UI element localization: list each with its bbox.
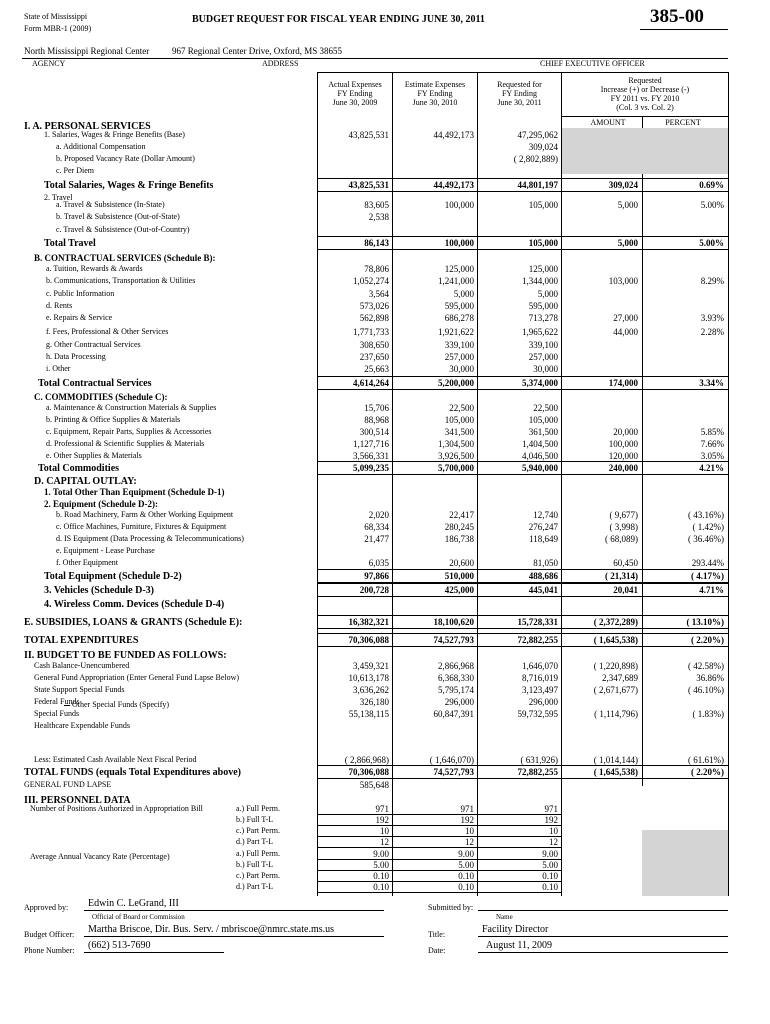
row-label: b. Proposed Vacancy Rate (Dollar Amount) [56,154,195,163]
state-label: State of Mississippi [24,12,88,21]
cell-value: 237,650 [359,352,389,362]
cell-value: ( 2,372,289) [593,617,638,627]
cell-value: 2,866,968 [438,661,474,671]
row-label: D. CAPITAL OUTLAY: [34,476,137,487]
cell-value: ( 1,645,538) [593,635,638,645]
cell-value: 8.29% [700,276,724,286]
column-header-c1: June 30, 2009 [332,98,378,107]
personnel-sub-label: a.) Full Perm. [236,849,280,858]
date-label: Date: [428,946,446,955]
cell-value: ( 3,998) [609,522,638,532]
personnel-value: 0.10 [458,882,474,892]
row-label: b. Communications, Transportation & Utilities [46,276,196,285]
budget-officer-label: Budget Officer: [24,930,75,939]
row-label: GENERAL FUND LAPSE [24,780,112,789]
phone-label: Phone Number: [24,946,75,955]
cell-value: 339,100 [528,340,558,350]
cell-value: 60,450 [613,558,638,568]
cell-value: 100,000 [444,238,474,248]
agency-address: 967 Regional Center Drive, Oxford, MS 38655 [172,46,342,56]
row-label: Total Contractual Services [38,378,152,389]
cell-value: 100,000 [608,439,638,449]
cell-value: 105,000 [528,238,558,248]
cell-value: 186,738 [444,534,474,544]
cell-value: 74,527,793 [433,635,474,645]
cell-value: 4.71% [699,585,724,595]
cell-value: 3.34% [699,378,724,388]
personnel-value: 192 [544,815,558,825]
personnel-sub-label: a.) Full Perm. [236,804,280,813]
cell-value: 361,500 [528,427,558,437]
row-label: g. Other Contractual Services [46,340,141,349]
cell-value: 686,278 [444,313,474,323]
cell-value: 44,492,173 [433,130,474,140]
row-label: General Fund Appropriation (Enter General Fund Lapse Below) [34,673,240,682]
personnel-value: 971 [460,804,474,814]
cell-value: 81,050 [533,558,558,568]
column-header-c4: FY 2011 vs. FY 2010 [610,94,680,103]
cell-value: 174,000 [608,378,638,388]
row-label: a. Travel & Subsistence (In-State) [56,200,165,209]
cell-value: 200,728 [359,585,389,595]
cell-value: 2.28% [700,327,724,337]
other-special-funds-label: Other Special Funds (Specify) [72,700,170,709]
cell-value: 445,041 [528,585,558,595]
cell-value: 72,882,255 [517,767,558,777]
column-header-c1: Actual Expenses [328,80,382,89]
cell-value: 293.44% [691,558,724,568]
personnel-value: 971 [375,804,389,814]
row-label: State Support Special Funds [34,685,125,694]
cell-value: 3,636,262 [353,685,389,695]
cell-value: 3,566,331 [353,451,389,461]
row-label: e. Other Supplies & Materials [46,451,142,460]
row-label: TOTAL FUNDS (equals Total Expenditures above) [24,767,241,778]
cell-value: ( 36.46%) [688,534,724,544]
cell-value: 5,099,235 [353,463,389,473]
personnel-value: 9.00 [542,849,558,859]
cell-value: 86,143 [364,238,389,248]
positions-label: Number of Positions Authorized in Appropriation Bill [30,804,203,813]
column-header-c2: June 30, 2010 [412,98,458,107]
cell-value: ( 43.16%) [688,510,724,520]
cell-value: 296,000 [528,697,558,707]
agency-name: North Mississippi Regional Center [24,46,150,56]
row-label: Total Equipment (Schedule D-2) [44,571,182,582]
cell-value: 300,514 [359,427,389,437]
cell-value: 2,347,689 [602,673,638,683]
cell-value: 78,806 [364,264,389,274]
cell-value: 44,801,197 [517,180,558,190]
cell-value: 83,605 [364,200,389,210]
personnel-value: 9.00 [373,849,389,859]
cell-value: 5,374,000 [522,378,558,388]
title-value: Facility Director [482,924,549,935]
row-label: c. Per Diem [56,166,94,175]
column-header-c3: June 30, 2011 [497,98,542,107]
personnel-value: 9.00 [458,849,474,859]
personnel-value: 5.00 [542,860,558,870]
phone-value: (662) 513-7690 [88,940,151,951]
cell-value: ( 1,645,538) [593,767,638,777]
personnel-value: 0.10 [373,882,389,892]
row-label: 2. Equipment (Schedule D-2): [44,499,159,509]
column-header-c2: FY Ending [417,89,453,98]
address-label: ADDRESS [262,59,299,68]
date-value: August 11, 2009 [486,940,553,951]
cell-value: 5,700,000 [438,463,474,473]
cell-value: ( 42.58%) [688,661,724,671]
cell-value: 6,368,330 [438,673,474,683]
submitted-by-label: Submitted by: [428,903,474,912]
row-label: Total Travel [44,238,96,249]
cell-value: ( 1.42%) [692,522,724,532]
cell-value: ( 2,671,677) [593,685,638,695]
cell-value: 1,127,716 [353,439,389,449]
cell-value: 20,041 [613,585,638,595]
cell-value: 100,000 [444,200,474,210]
cell-value: 488,686 [528,571,558,581]
cell-value: 44,492,173 [433,180,474,190]
row-label: Special Funds [34,709,80,718]
cell-value: 103,000 [608,276,638,286]
personnel-sub-label: d.) Part T-L [236,837,274,846]
cell-value: ( 2,866,968) [344,755,389,765]
cell-value: 5,200,000 [438,378,474,388]
cell-value: 5.85% [700,427,724,437]
cell-value: 309,024 [608,180,638,190]
row-label: f. Other Equipment [56,558,118,567]
cell-value: 257,000 [444,352,474,362]
row-label: c. Equipment, Repair Parts, Supplies & Accessories [46,427,212,436]
cell-value: 425,000 [444,585,474,595]
personnel-value: 192 [375,815,389,825]
cell-value: 296,000 [444,697,474,707]
row-label: III. PERSONNEL DATA [24,795,131,806]
column-header-c3: FY Ending [501,89,538,98]
cell-value: 4,614,264 [353,378,389,388]
cell-value: 1,404,500 [522,439,558,449]
cell-value: 7.66% [700,439,724,449]
row-label: d. Professional & Scientific Supplies & Materials [46,439,205,448]
cell-value: 8,716,019 [522,673,558,683]
row-label: d. Rents [46,301,73,310]
cell-value: 5.00% [699,238,724,248]
cell-value: 5,000 [453,289,474,299]
cell-value: 240,000 [608,463,638,473]
cell-value: ( 9,677) [609,510,638,520]
personnel-value: 12 [465,837,474,847]
cell-value: 3,564 [368,289,389,299]
personnel-value: 971 [544,804,558,814]
column-header-c4: Increase (+) or Decrease (-) [600,85,690,94]
cell-value: 6,035 [368,558,389,568]
row-label: B. CONTRACTUAL SERVICES (Schedule B): [34,253,216,263]
cell-value: 12,740 [533,510,558,520]
cell-value: 1,304,500 [438,439,474,449]
cell-value: ( 1,014,144) [593,755,638,765]
column-header-c4: (Col. 3 vs. Col. 2) [616,103,674,112]
cell-value: 3.93% [700,313,724,323]
personnel-value: 10 [465,826,474,836]
cell-value: 97,866 [364,571,389,581]
amount-header: AMOUNT [590,118,626,127]
cell-value: 2,020 [368,510,389,520]
cell-value: 72,882,255 [517,635,558,645]
personnel-value: 0.10 [373,871,389,881]
row-label: 1. Salaries, Wages & Fringe Benefits (Base) [44,130,185,139]
row-label: a. Additional Compensation [56,142,146,151]
cell-value: 3,926,500 [438,451,474,461]
cell-value: 47,295,062 [517,130,558,140]
personnel-value: 0.10 [542,871,558,881]
personnel-value: 12 [549,837,558,847]
cell-value: 5,000 [617,238,638,248]
cell-value: ( 1,220,898) [593,661,638,671]
cell-value: 125,000 [528,264,558,274]
cell-value: 22,500 [449,403,474,413]
cell-value: ( 631,926) [520,755,558,765]
cell-value: ( 1.83%) [692,709,724,719]
personnel-value: 12 [380,837,389,847]
cell-value: 3.05% [700,451,724,461]
cell-value: 10,613,178 [348,673,389,683]
personnel-value: 192 [460,815,474,825]
cell-value: ( 13.10%) [686,617,724,627]
personnel-value: 5.00 [373,860,389,870]
personnel-sub-label: c.) Part Perm. [236,871,280,880]
cell-value: 15,706 [364,403,389,413]
cell-value: 18,100,620 [433,617,474,627]
cell-value: 25,663 [364,364,389,374]
row-label: a. Tuition, Rewards & Awards [46,264,143,273]
vacancy-label: Average Annual Vacancy Rate (Percentage) [30,852,170,861]
cell-value: 125,000 [444,264,474,274]
page-title: BUDGET REQUEST FOR FISCAL YEAR ENDING JUNE 30, 2011 [192,14,485,25]
personnel-value: 0.10 [458,871,474,881]
cell-value: 1,052,274 [353,276,389,286]
cell-value: 562,898 [359,313,389,323]
cell-value: ( 46.10%) [688,685,724,695]
cell-value: 573,026 [359,301,389,311]
cell-value: 16,382,321 [348,617,389,627]
cell-value: 118,649 [529,534,558,544]
column-header-c2: Estimate Expenses [404,80,466,89]
cell-value: 20,600 [449,558,474,568]
row-label: Total Salaries, Wages & Fringe Benefits [44,180,214,191]
cell-value: 55,138,115 [348,709,389,719]
cell-value: ( 1,114,796) [594,709,638,719]
personnel-sub-label: b.) Full T-L [236,815,274,824]
cell-value: 3,459,321 [353,661,389,671]
cell-value: 1,921,622 [438,327,474,337]
row-label: d. IS Equipment (Data Processing & Telecommunications) [56,534,244,543]
cell-value: 2,538 [368,212,389,222]
cell-value: 43,825,531 [348,180,389,190]
cell-value: 60,847,391 [433,709,474,719]
cell-value: 276,247 [528,522,558,532]
cell-value: ( 2.20%) [691,635,724,645]
cell-value: 1,771,733 [353,327,389,337]
row-label: II. BUDGET TO BE FUNDED AS FOLLOWS: [24,650,227,661]
row-label: c. Office Machines, Furniture, Fixtures & Equipment [56,522,227,531]
row-label: Total Commodities [38,463,120,474]
approved-by-label: Approved by: [24,903,69,912]
cell-value: 22,500 [533,403,558,413]
cell-value: 326,180 [359,697,389,707]
cell-value: ( 1,646,070) [429,755,474,765]
cell-value: 4,046,500 [522,451,558,461]
personnel-sub-label: d.) Part T-L [236,882,274,891]
row-label: b. Printing & Office Supplies & Materials [46,415,181,424]
cell-value: 30,000 [533,364,558,374]
row-label: f. Fees, Professional & Other Services [46,327,169,336]
cell-value: 5.00% [700,200,724,210]
cell-value: 1,965,622 [522,327,558,337]
cell-value: 308,650 [359,340,389,350]
name-caption: Name [496,913,513,921]
cell-value: 59,732,595 [517,709,558,719]
cell-value: 510,000 [444,571,474,581]
cell-value: 3,123,497 [522,685,558,695]
cell-value: 280,245 [444,522,474,532]
cell-value: 20,000 [613,427,638,437]
column-header-c4: Requested [628,76,662,85]
personnel-value: 0.10 [542,882,558,892]
cell-value: ( 61.61%) [688,755,724,765]
cell-value: 120,000 [608,451,638,461]
row-label: 2. Travel [44,193,73,202]
cell-value: 21,477 [364,534,389,544]
cell-value: 4.21% [699,463,724,473]
row-label: c. Travel & Subsistence (Out-of-Country) [56,225,190,234]
cell-value: ( 68,089) [605,534,638,544]
personnel-value: 10 [380,826,389,836]
column-header-c1: FY Ending [337,89,373,98]
cell-value: ( 2,802,889) [513,154,558,164]
cell-value: ( 4.17%) [691,571,724,581]
row-label: Cash Balance-Unencumbered [34,661,130,670]
percent-header: PERCENT [665,118,701,127]
row-label: Federal Funds [34,697,80,706]
row-label: e. Equipment - Lease Purchase [56,546,155,555]
cell-value: 105,000 [528,200,558,210]
cell-value: 595,000 [444,301,474,311]
row-label: Less: Estimated Cash Available Next Fiscal Period [34,755,197,764]
cell-value: 5,000 [537,289,558,299]
cell-value: ( 21,314) [605,571,638,581]
cell-value: 74,527,793 [433,767,474,777]
row-label: a. Maintenance & Construction Materials & Supplies [46,403,217,412]
cell-value: 257,000 [528,352,558,362]
cell-value: 105,000 [528,415,558,425]
row-label: 4. Wireless Comm. Devices (Schedule D-4) [44,599,225,610]
personnel-sub-label: b.) Full T-L [236,860,274,869]
personnel-value: 5.00 [458,860,474,870]
row-label: I. A. PERSONAL SERVICES [24,121,151,132]
row-label: i. Other [46,364,71,373]
agency-label: AGENCY [32,59,66,68]
cell-value: 22,417 [449,510,474,520]
row-label: c. Public Information [46,289,115,298]
approved-by-caption: Official of Board or Commission [92,913,185,921]
cell-value: 30,000 [449,364,474,374]
cell-value: 105,000 [444,415,474,425]
cell-value: 43,825,531 [348,130,389,140]
approved-by-name: Edwin C. LeGrand, III [88,898,179,909]
cell-value: 15,728,331 [517,617,558,627]
cell-value: 68,334 [364,522,389,532]
cell-value: ( 2.20%) [691,767,724,777]
row-label: 3. Vehicles (Schedule D-3) [44,585,154,596]
cell-value: 70,306,088 [348,767,389,777]
cell-value: 88,968 [364,415,389,425]
personnel-sub-label: c.) Part Perm. [236,826,280,835]
row-label: C. COMMODITIES (Schedule C): [34,392,168,402]
cell-value: 713,278 [528,313,558,323]
cell-value: 339,100 [444,340,474,350]
cell-value: 595,000 [528,301,558,311]
ceo-label: CHIEF EXECUTIVE OFFICER [540,59,645,68]
budget-officer-value: Martha Briscoe, Dir. Bus. Serv. / mbriscoe@nmrc.state.ms.us [88,924,335,935]
cell-value: 1,646,070 [522,661,558,671]
row-label: h. Data Processing [46,352,106,361]
form-number: Form MBR-1 (2009) [24,24,92,33]
cell-value: 36.86% [696,673,724,683]
cell-value: 341,500 [444,427,474,437]
column-header-c3: Requested for [497,80,542,89]
form-code: 385-00 [650,6,704,27]
cell-value: 5,795,174 [438,685,474,695]
row-label: 1. Total Other Than Equipment (Schedule D-1) [44,487,225,497]
row-label: TOTAL EXPENDITURES [24,635,139,646]
title-label: Title: [428,930,446,939]
cell-value: 1,241,000 [438,276,474,286]
personnel-value: 10 [549,826,558,836]
row-label: e. Repairs & Service [46,313,113,322]
row-label: E. SUBSIDIES, LOANS & GRANTS (Schedule E): [24,617,243,628]
cell-value: 5,940,000 [522,463,558,473]
cell-value: 70,306,088 [348,635,389,645]
cell-value: 0.69% [699,180,724,190]
row-label: Healthcare Expendable Funds [34,721,130,730]
row-label: b. Travel & Subsistence (Out-of-State) [56,212,180,221]
cell-value: 5,000 [617,200,638,210]
cell-value: 585,648 [359,780,389,790]
cell-value: 44,000 [613,327,638,337]
cell-value: 309,024 [528,142,558,152]
row-label: b. Road Machinery, Farm & Other Working Equipment [56,510,234,519]
cell-value: 1,344,000 [522,276,558,286]
cell-value: 27,000 [613,313,638,323]
